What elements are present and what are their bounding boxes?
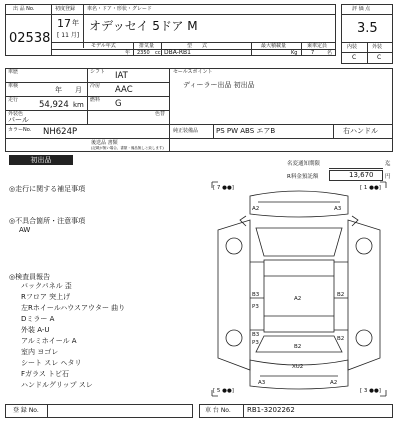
inspector-line: Rフロア 突上げ [21, 293, 71, 301]
inspector-line: 室内 ヨゴレ [21, 348, 59, 356]
recycle-docs-label: 後送品 書類 [91, 140, 118, 146]
color-label: 外装色 [8, 111, 24, 117]
corner-label-top-right: [ 1 ●●] [360, 185, 381, 191]
displacement-unit: cc [155, 50, 161, 56]
lot-label: 出 品 No. [13, 6, 35, 12]
fuel-label: 燃料 [90, 97, 101, 103]
inspector-title: ◎検査員報告 [9, 273, 51, 281]
score-label: 評 価 点 [352, 6, 371, 12]
recycle-fee-unit: 円 [385, 174, 391, 180]
shift-value: IAT [115, 71, 128, 81]
damage-mark: B2 [294, 344, 302, 350]
inspector-line: 外装 A-U [21, 326, 50, 334]
defects-title: ◎不具合箇所・注意事項 [9, 217, 86, 225]
color-no-label: カラーNo. [8, 127, 32, 133]
first-reg-year: 17 [57, 17, 71, 30]
registration-label: 登 録 No. [13, 407, 39, 414]
deadline-unit: 迄 [385, 161, 391, 167]
type-label: 型 式 [187, 43, 208, 49]
damage-mark: A2 [252, 206, 260, 212]
inspector-line: Dミラー A [21, 315, 55, 323]
model-name-label: 車名・ドア・形状・グレード [87, 6, 152, 12]
mileage-value: 54,924 [39, 100, 69, 110]
car-damage-diagram [210, 180, 388, 398]
equipment-value: PS PW ABS エアB [216, 127, 276, 135]
inspector-line: Fガラス トビ石 [21, 370, 70, 378]
capacity-unit: 名 [327, 50, 333, 56]
inspector-line: バックパネル 歪 [21, 282, 72, 290]
color-no-value: NH624P [43, 127, 78, 137]
first-reg-label: 初度登録 [55, 6, 76, 12]
sales-point-value: ディーラー出品 初出品 [183, 81, 255, 89]
displacement-value: 2350 [137, 50, 150, 56]
damage-mark: B3 [252, 332, 260, 338]
fuel-value: G [115, 99, 122, 109]
lot-number: 02538 [9, 31, 51, 46]
score-value: 3.5 [357, 21, 378, 36]
damage-mark: A3 [258, 380, 266, 386]
supplement-title: ◎走行に関する補足事項 [9, 185, 86, 193]
corner-label-bottom-left: [ 5 ●●] [213, 388, 234, 394]
inspector-line: アルミホイール A [21, 337, 77, 345]
equipment-label: 純正装備品 [173, 128, 199, 134]
handle-value: 右ハンドル [343, 127, 378, 135]
inspector-line: ハンドルグリップ スレ [21, 381, 93, 389]
inspector-line: シート スレ ヘタリ [21, 359, 82, 367]
chassis-label: 車 台 No. [205, 407, 231, 414]
interior-grade: C [352, 54, 357, 61]
mileage-unit: km [73, 101, 84, 109]
damage-mark: B2 [337, 292, 345, 298]
color-change-label: 色替 [155, 111, 166, 117]
capacity-label: 乗車定員 [307, 43, 328, 49]
first-reg-month: [ 11 月] [57, 32, 80, 39]
damage-mark: XU2 [292, 364, 304, 370]
deadline-label: 名変通知期限 [287, 161, 321, 167]
exterior-grade: C [377, 54, 382, 61]
damage-mark: P3 [252, 340, 259, 346]
inspection-month-unit: 月 [75, 86, 82, 94]
damage-mark: B2 [337, 336, 345, 342]
auction-sheet [5, 4, 393, 422]
max-load-label: 最大積載量 [261, 43, 287, 49]
corner-label-bottom-right: [ 3 ●●] [360, 388, 381, 394]
model-name: オデッセイ 5ドア M [89, 19, 198, 33]
history-label: 車歴 [8, 69, 19, 75]
sales-point-label: セールスポイント [173, 69, 213, 75]
corner-label-top-left: [ 7 ●●] [213, 185, 234, 191]
shift-label: シフト [90, 69, 106, 75]
inspection-year-unit: 年 [55, 86, 62, 94]
mileage-label: 走行 [8, 97, 19, 103]
color-value: パール [8, 116, 29, 124]
first-reg-year-unit: 年 [72, 19, 79, 27]
damage-mark: B3 [252, 292, 260, 298]
damage-mark: P3 [252, 304, 259, 310]
first-listing-badge: 初出品 [9, 155, 73, 165]
chassis-number: RB1-3202262 [247, 406, 295, 414]
ac-label: 冷房 [90, 83, 101, 89]
interior-label: 内装 [347, 44, 358, 50]
inspection-label: 車検 [8, 83, 19, 89]
recycle-fee-amount: 13,670 [349, 171, 374, 179]
exterior-label: 外装 [372, 44, 383, 50]
damage-mark: A3 [334, 206, 342, 212]
defects-value: AW [19, 226, 31, 234]
capacity-value: 7 [311, 50, 315, 56]
ac-value: AAC [115, 85, 133, 95]
inspector-line: 左Rホイールハウスアウター 曲り [21, 304, 126, 312]
damage-mark: A2 [294, 296, 302, 302]
deadline-field [329, 158, 383, 169]
recycle-fee-label: R料金預託額 [287, 174, 319, 180]
recycle-docs-note: (記載が無い場合、書類・備品無しと致します) [91, 146, 164, 150]
displacement-label: 排気量 [139, 43, 155, 49]
damage-mark: A2 [330, 380, 338, 386]
model-year-unit: 年 [125, 50, 131, 56]
type-code: DBA-RB1 [164, 49, 191, 56]
max-load-unit: Kg [291, 50, 298, 56]
model-year-label: モデル年式 [91, 43, 116, 49]
